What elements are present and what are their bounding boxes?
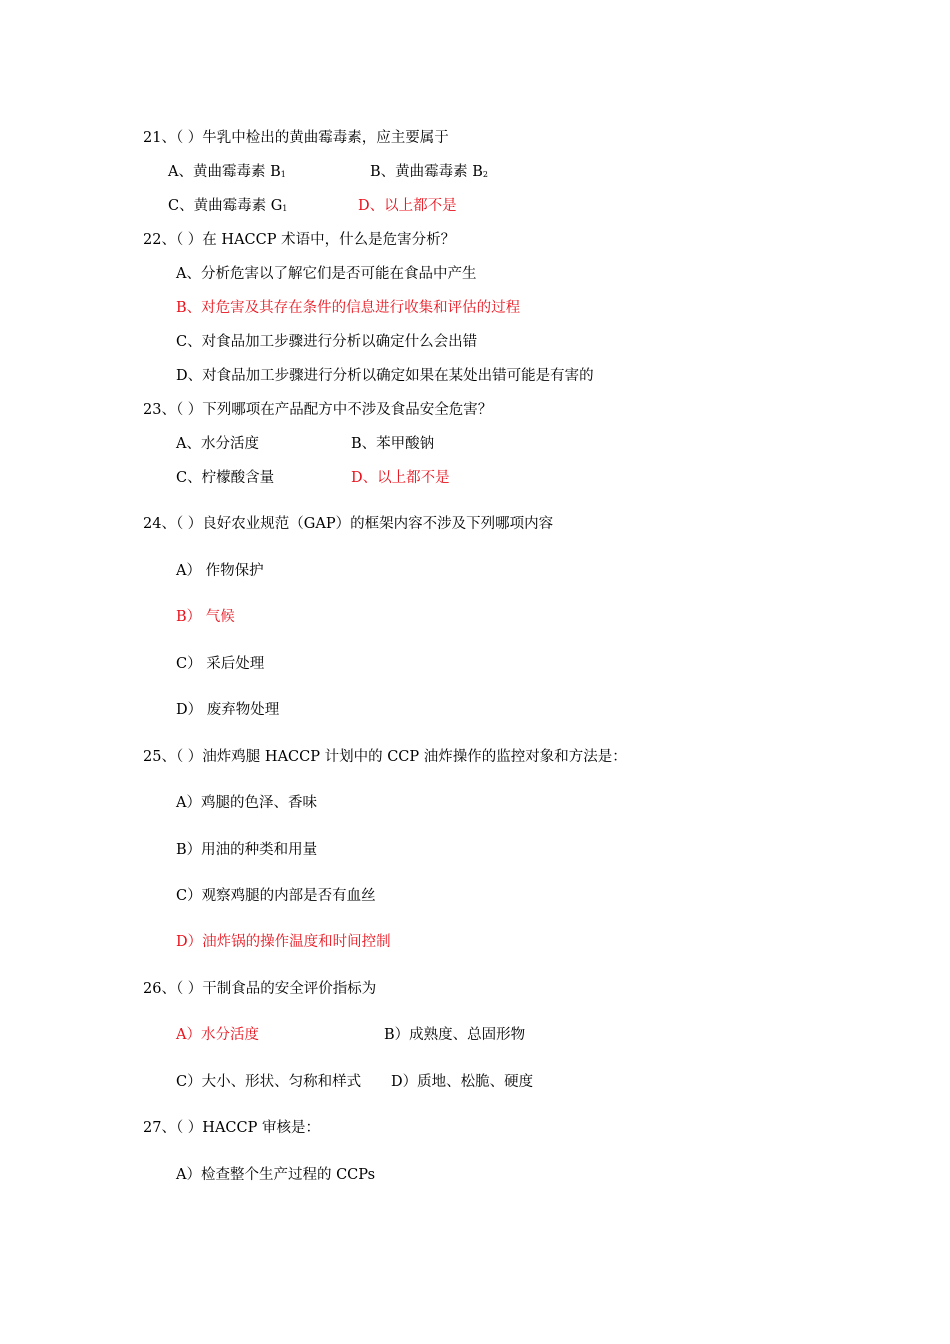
question-25-option-b: B）用油的种类和用量 [176,842,318,858]
question-21-option-a: A、黄曲霉毒素 $B_1$ [168,164,286,180]
question-25-stem: 25、（ ）油炸鸡腿 HACCP 计划中的 CCP 油炸操作的监控对象和方法是： [143,749,627,765]
question-23-option-a: A、水分活度 [176,436,259,452]
question-23-option-d-answer: D、以上都不是 [351,470,450,486]
question-22-stem: 22、（ ）在 HACCP 术语中，什么是危害分析？ [143,232,456,248]
question-26-option-b: B）成熟度、总固形物 [384,1027,526,1043]
question-22-option-c: C、对食品加工步骤进行分析以确定什么会出错 [176,334,478,350]
question-25-option-d-answer: D）油炸锅的操作温度和时间控制 [176,934,391,950]
question-27-option-a: A）检查整个生产过程的 CCPs [176,1167,376,1183]
question-21-option-b: B、黄曲霉毒素 $B_2$ [370,164,489,180]
question-23-option-b: B、苯甲酸钠 [351,436,435,452]
question-26-stem: 26、（ ）干制食品的安全评价指标为 [143,981,377,997]
question-24-stem: 24、（ ）良好农业规范（GAP）的框架内容不涉及下列哪项内容 [143,516,554,532]
question-26-option-a-answer: A）水分活度 [176,1027,259,1043]
question-24-option-c: C） 采后处理 [176,656,265,672]
question-23-option-c: C、柠檬酸含量 [176,470,275,486]
question-23-stem: 23、（ ）下列哪项在产品配方中不涉及食品安全危害？ [143,402,493,418]
question-21-option-d-answer: D、以上都不是 [358,198,457,214]
question-26-option-c: C）大小、形状、匀称和样式 [176,1074,362,1090]
question-22-option-b-answer: B、对危害及其存在条件的信息进行收集和评估的过程 [176,300,521,316]
question-22-option-d: D、对食品加工步骤进行分析以确定如果在某处出错可能是有害的 [176,368,594,384]
question-21-option-c: C、黄曲霉毒素 $G_1$ [168,198,288,214]
question-21-stem: 21、（ ）牛乳中检出的黄曲霉毒素，应主要属于 [143,130,449,146]
question-24-option-a: A） 作物保护 [176,563,264,579]
question-26-option-d: D）质地、松脆、硬度 [391,1074,534,1090]
question-24-option-d: D） 废弃物处理 [176,702,280,718]
question-27-stem: 27、（ ）HACCP 审核是： [143,1120,320,1136]
question-25-option-a: A）鸡腿的色泽、香味 [176,795,317,811]
question-22-option-a: A、分析危害以了解它们是否可能在食品中产生 [176,266,477,282]
question-25-option-c: C）观察鸡腿的内部是否有血丝 [176,888,376,904]
question-24-option-b-answer: B） 气候 [176,609,235,625]
